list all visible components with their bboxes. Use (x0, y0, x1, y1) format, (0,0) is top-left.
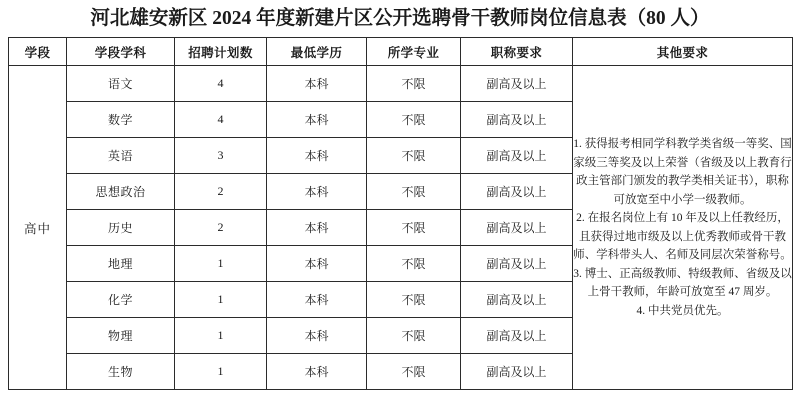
column-header-stage: 学段 (9, 38, 67, 66)
cell-major: 不限 (367, 282, 461, 318)
cell-subject: 英语 (67, 138, 175, 174)
column-header-subject: 学段学科 (67, 38, 175, 66)
cell-title: 副高及以上 (461, 66, 573, 102)
other-requirement-4: 4. 中共党员优先。 (636, 304, 729, 317)
cell-degree: 本科 (267, 318, 367, 354)
page-title: 河北雄安新区 2024 年度新建片区公开选聘骨干教师岗位信息表（80 人） (90, 8, 710, 29)
cell-plan: 2 (175, 210, 267, 246)
cell-title: 副高及以上 (461, 282, 573, 318)
cell-degree: 本科 (267, 210, 367, 246)
cell-major: 不限 (367, 138, 461, 174)
other-requirement-3: 3. 博士、正高级教师、特级教师、省级及以上骨干教师，年龄可放宽至 47 周岁。 (573, 267, 792, 298)
column-header-degree: 最低学历 (267, 38, 367, 66)
cell-degree: 本科 (267, 102, 367, 138)
cell-subject: 化学 (67, 282, 175, 318)
cell-degree: 本科 (267, 174, 367, 210)
cell-subject: 生物 (67, 354, 175, 390)
cell-degree: 本科 (267, 282, 367, 318)
cell-plan: 1 (175, 282, 267, 318)
cell-degree: 本科 (267, 354, 367, 390)
cell-title: 副高及以上 (461, 210, 573, 246)
cell-subject: 数学 (67, 102, 175, 138)
column-header-title: 职称要求 (461, 38, 573, 66)
cell-title: 副高及以上 (461, 318, 573, 354)
cell-degree: 本科 (267, 138, 367, 174)
cell-subject: 物理 (67, 318, 175, 354)
cell-plan: 1 (175, 246, 267, 282)
cell-subject: 思想政治 (67, 174, 175, 210)
cell-plan: 1 (175, 354, 267, 390)
cell-plan: 3 (175, 138, 267, 174)
cell-title: 副高及以上 (461, 354, 573, 390)
cell-subject: 语文 (67, 66, 175, 102)
cell-major: 不限 (367, 174, 461, 210)
cell-major: 不限 (367, 354, 461, 390)
column-header-other: 其他要求 (573, 38, 793, 66)
cell-title: 副高及以上 (461, 174, 573, 210)
other-requirement-1: 1. 获得报考相同学科教学类省级一等奖、国家级三等奖及以上荣誉（省级及以上教育行政主管部门颁发的教学类相关证书），职称可放宽至中小学一级教师。 (573, 138, 792, 206)
cell-title: 副高及以上 (461, 138, 573, 174)
cell-title: 副高及以上 (461, 246, 573, 282)
cell-major: 不限 (367, 66, 461, 102)
cell-major: 不限 (367, 102, 461, 138)
column-header-major: 所学专业 (367, 38, 461, 66)
table-row (9, 66, 793, 102)
cell-plan: 2 (175, 174, 267, 210)
cell-other-requirements (573, 66, 793, 390)
column-header-plan: 招聘计划数 (175, 38, 267, 66)
cell-plan: 4 (175, 66, 267, 102)
cell-major: 不限 (367, 318, 461, 354)
cell-degree: 本科 (267, 66, 367, 102)
cell-subject: 历史 (67, 210, 175, 246)
other-requirement-2: 2. 在报名岗位上有 10 年及以上任教经历，且获得过地市级及以上优秀教师或骨干教师、学科带头人、名师及同层次荣誉称号。 (573, 212, 792, 261)
job-positions-table (8, 37, 793, 390)
cell-subject: 地理 (67, 246, 175, 282)
cell-plan: 4 (175, 102, 267, 138)
table-header-row (9, 38, 793, 66)
cell-degree: 本科 (267, 246, 367, 282)
cell-major: 不限 (367, 246, 461, 282)
cell-stage: 高中 (9, 66, 67, 390)
cell-title: 副高及以上 (461, 102, 573, 138)
cell-major: 不限 (367, 210, 461, 246)
cell-plan: 1 (175, 318, 267, 354)
